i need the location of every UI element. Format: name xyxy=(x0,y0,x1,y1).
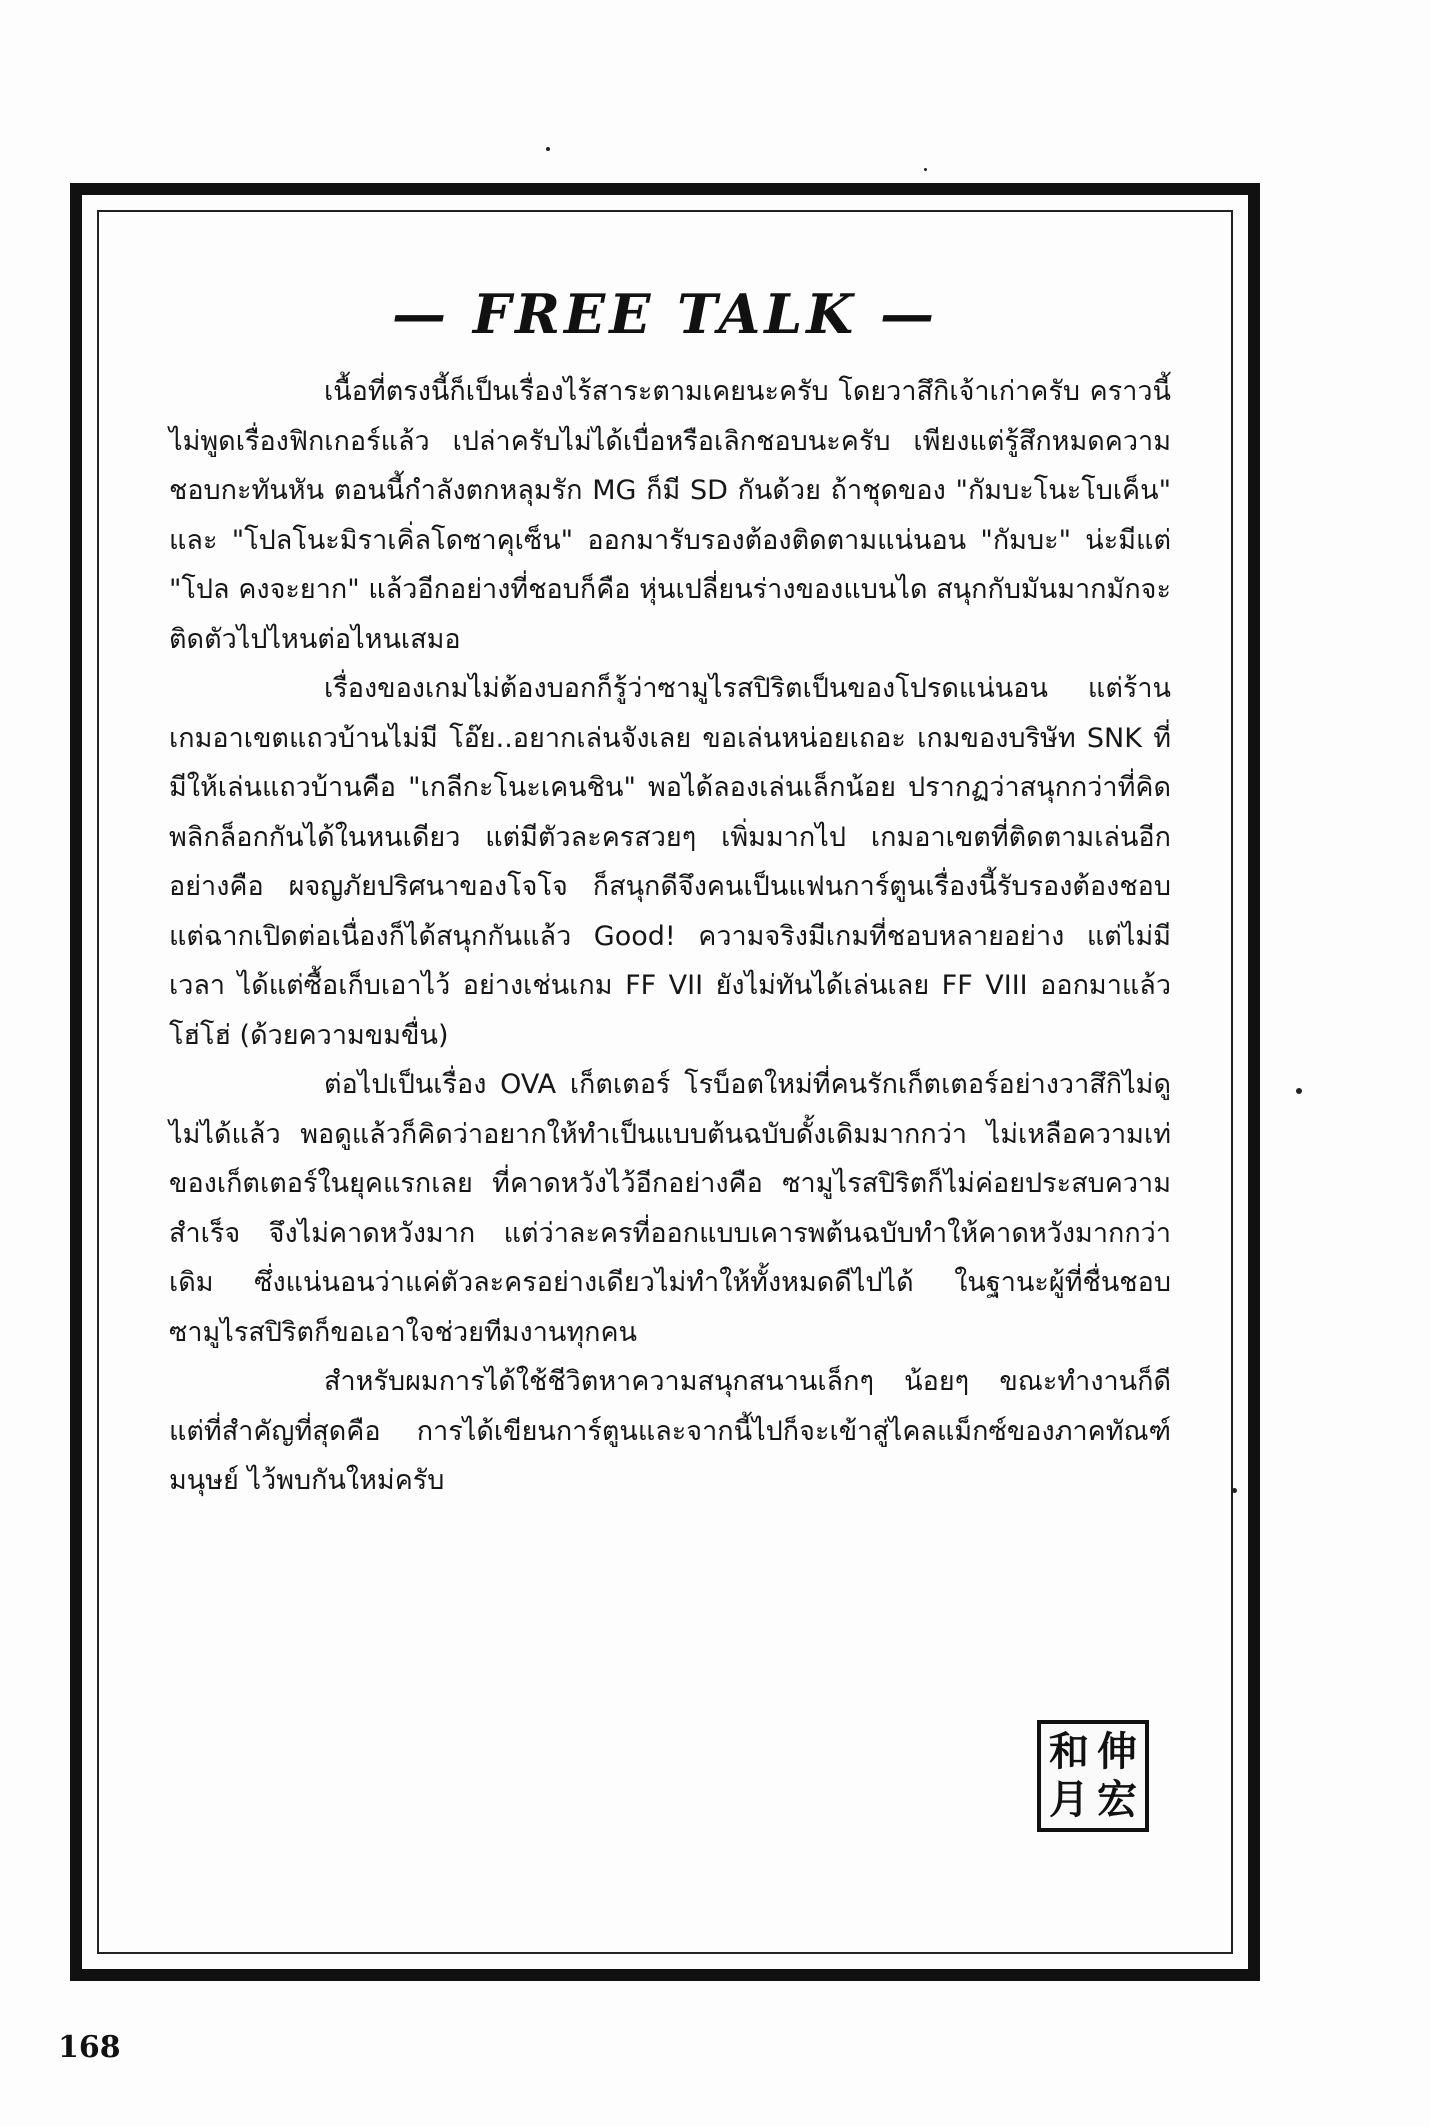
dust-speck xyxy=(546,147,550,151)
page-number: 168 xyxy=(58,2030,121,2065)
free-talk-frame xyxy=(70,183,1260,1981)
seal-char: 月 xyxy=(1049,1776,1089,1823)
paragraph-games: เรื่องของเกมไม่ต้องบอกก็รู้ว่าซามูไรสปิริตเป็นของโปรดแน่นอน แต่ร้านเกมอาเขตแถวบ้านไม่มี โอ๊ย..อยากเล่นจังเลย ขอเล่นหน่อยเถอะ เกมของบริษัท SNK ที่มีให้เล่นแถวบ้านคือ "เกลีกะโนะเคนชิน" พอได้ลองเล่นเล็กน้อย ปรากฏว่าสนุกกว่าที่คิดพลิกล็อกกันได้ในหนเดียว แต่มีตัวละครสวยๆ เพิ่มมากไป เกมอาเขตที่ติดตามเล่นอีกอย่างคือ ผจญภัยปริศนาของโจโจ ก็สนุกดีจึงคนเป็นแฟนการ์ตูนเรื่องนี้รับรองต้องชอบ แต่ฉากเปิดต่อเนื่องก็ได้สนุกกันแล้ว Good! ความจริงมีเกมที่ชอบหลายอย่าง แต่ไม่มีเวลา ได้แต่ซื้อเก็บเอาไว้ อย่างเช่นเกม FF VII ยังไม่ทันได้เล่นเลย FF VIII ออกมาแล้ว โฮ่โฮ่ (ด้วยความขมขื่น) xyxy=(169,673,1171,1051)
author-seal-stamp xyxy=(1037,1720,1149,1832)
free-talk-body xyxy=(169,367,1171,1506)
seal-char: 宏 xyxy=(1097,1776,1137,1823)
paragraph-figures: เนื้อที่ตรงนี้ก็เป็นเรื่องไร้สาระตามเคยนะครับ โดยวาสึกิเจ้าเก่าครับ คราวนี้ไม่พูดเรื่องฟิกเกอร์แล้ว เปล่าครับไม่ได้เบื่อหรือเลิกชอบนะครับ เพียงแต่รู้สึกหมดความชอบกะทันหัน ตอนนี้กำลังตกหลุมรัก MG ก็มี SD กันด้วย ถ้าชุดของ "กัมบะโนะโบเค็น" และ "โปลโนะมิราเคิ่ลโดซาคุเซ็น" ออกมารับรองต้องติดตามแน่นอน "กัมบะ" น่ะมีแต่ "โปล คงจะยาก" แล้วอีกอย่างที่ชอบก็คือ หุ่นเปลี่ยนร่างของแบนได สนุกกับมันมากมักจะติดตัวไปไหนต่อไหนเสมอ xyxy=(169,376,1171,655)
free-talk-inner-border xyxy=(97,210,1233,1954)
seal-char: 和 xyxy=(1049,1728,1089,1775)
seal-char: 伸 xyxy=(1097,1728,1137,1775)
dust-speck xyxy=(924,168,927,171)
free-talk-title: — FREE TALK — xyxy=(392,282,938,346)
paragraph-closing: สำหรับผมการได้ใช้ชีวิตหาความสนุกสนานเล็กๆ น้อยๆ ขณะทำงานก็ดี แต่ที่สำคัญที่สุดคือ การได้เขียนการ์ตูนและจากนี้ไปก็จะเข้าสู่ไคลแม็กซ์ของภาคทัณฑ์มนุษย์ ไว้พบกันใหม่ครับ xyxy=(169,1366,1171,1496)
paragraph-getter-ova: ต่อไปเป็นเรื่อง OVA เก็ตเตอร์ โรบ็อตใหม่ที่คนรักเก็ตเตอร์อย่างวาสึกิไม่ดูไม่ได้แล้ว พอดูแล้วก็คิดว่าอยากให้ทำเป็นแบบต้นฉบับดั้งเดิมมากกว่า ไม่เหลือความเท่ของเก็ตเตอร์ในยุคแรกเลย ที่คาดหวังไว้อีกอย่างคือ ซามูไรสปิริตก็ไม่ค่อยประสบความสำเร็จ จึงไม่คาดหวังมาก แต่ว่าละครที่ออกแบบเคารพต้นฉบับทำให้คาดหวังมากกว่าเดิม ซึ่งแน่นอนว่าแค่ตัวละครอย่างเดียวไม่ทำให้ทั้งหมดดีไปได้ ในฐานะผู้ที่ชื่นชอบซามูไรสปิริตก็ขอเอาใจช่วยทีมงานทุกคน xyxy=(169,1069,1171,1348)
dust-speck xyxy=(1296,1088,1302,1094)
